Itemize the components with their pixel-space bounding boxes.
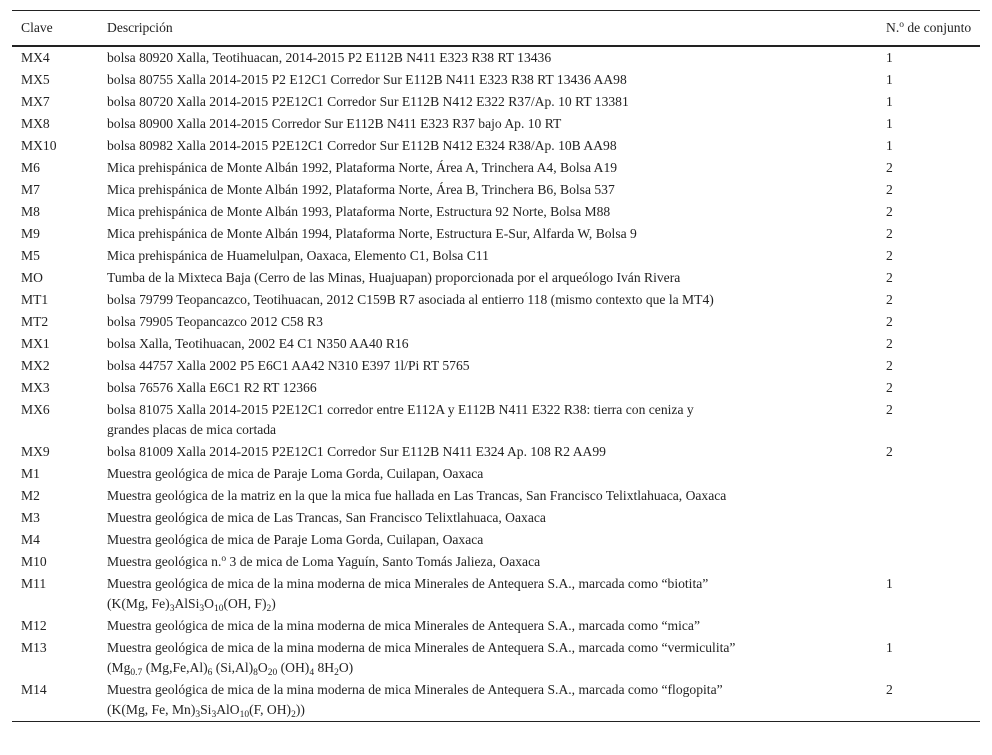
cell-conjunto: 2 [886,314,893,329]
cell-clave: M2 [21,488,40,503]
cell-clave: M13 [21,640,47,655]
header-descripcion: Descripción [107,20,173,35]
formula-subscript: 0.7 [130,668,143,678]
table-row [12,135,980,157]
mica-samples-table [12,10,980,722]
table-row [12,529,980,551]
desc-text: bolsa 80720 Xalla 2014-2015 P2E12C1 Corredor Sur E112B N412 E322 R37/Ap. 10 RT 13381 [107,94,629,109]
formula-text: (K(Mg, Fe) [107,596,170,611]
desc-superscript: o [221,554,227,564]
cell-conjunto [877,529,980,551]
desc-text: bolsa 80920 Xalla, Teotihuacan, 2014-2015 P2 E112B N411 E323 R38 RT 13436 [107,50,552,65]
cell-descripcion [98,441,877,463]
table-row [12,267,980,289]
desc-text: Mica prehispánica de Monte Albán 1992, Plataforma Norte, Área A, Trinchera A4, Bolsa A19 [107,160,618,175]
table-row [12,355,980,377]
formula-text: AlSi [174,596,200,611]
desc-text: Muestra geológica n. [107,554,222,569]
cell-clave: M10 [21,554,47,569]
formula-subscript: 2 [266,604,272,614]
cell-conjunto: 2 [886,336,893,351]
header-conjunto-suffix: de conjunto [903,20,972,35]
formula-subscript: 3 [211,710,217,720]
formula-text: ) [271,596,276,611]
desc-text: bolsa Xalla, Teotihuacan, 2002 E4 C1 N350 AA40 R16 [107,336,409,351]
table-row [12,46,980,69]
table-row [12,573,980,615]
formula-subscript: 3 [195,710,201,720]
cell-clave: M7 [21,182,40,197]
desc-text: bolsa 79799 Teopancazco, Teotihuacan, 2012 C159B R7 asociada al entierro 118 (mismo contexto que la MT4) [107,292,714,307]
desc-text: Muestra geológica de mica de Paraje Loma Gorda, Cuilapan, Oaxaca [107,466,484,481]
cell-clave: MT2 [21,314,49,329]
table-row [12,69,980,91]
cell-conjunto: 2 [886,292,893,307]
table-row [12,201,980,223]
table-row [12,91,980,113]
desc-text: Muestra geológica de mica de Las Trancas, San Francisco Telixtlahuaca, Oaxaca [107,510,546,525]
formula-text: O [257,660,268,675]
table-row [12,179,980,201]
formula-subscript: 8 [253,668,258,678]
chemical-formula [107,660,354,678]
cell-descripcion [98,463,877,485]
desc-text: Muestra geológica de mica de la mina moderna de mica Minerales de Antequera S.A., marcada como “mica” [107,618,700,633]
cell-descripcion [98,289,877,311]
header-conjunto-prefix: N. [886,20,900,35]
table-row [12,333,980,355]
formula-subscript: 4 [309,668,315,678]
formula-text: 8H [314,660,335,675]
cell-conjunto: 2 [886,682,893,697]
cell-conjunto [877,615,980,637]
formula-text: Si [200,702,212,717]
formula-subscript: 3 [199,604,205,614]
desc-text: Mica prehispánica de Monte Albán 1994, Plataforma Norte, Estructura E-Sur, Alfarda W, Bolsa 9 [107,226,637,241]
table-row [12,679,980,722]
cell-clave: M4 [21,532,40,547]
cell-descripcion [98,529,877,551]
cell-clave: MT1 [21,292,49,307]
table-row [12,157,980,179]
formula-text: (F, OH) [249,702,292,717]
desc-text: Mica prehispánica de Monte Albán 1993, Plataforma Norte, Estructura 92 Norte, Bolsa M88 [107,204,611,219]
mica-samples-table-container [12,10,980,722]
formula-text: (OH) [277,660,310,675]
cell-descripcion [98,573,877,615]
desc-text: Tumba de la Mixteca Baja (Cerro de las Minas, Huajuapan) proporcionada por el arqueólogo Iván Rivera [107,270,681,285]
desc-text: Muestra geológica de mica de la mina moderna de mica Minerales de Antequera S.A., marcada como “biotita” [107,576,709,591]
cell-descripcion [98,551,877,573]
formula-text: (Si,Al) [212,660,254,675]
table-row [12,463,980,485]
cell-conjunto: 1 [886,576,893,591]
header-row [12,11,980,47]
table-row [12,507,980,529]
cell-clave: MX1 [21,336,50,351]
cell-conjunto [877,551,980,573]
cell-descripcion [98,637,877,679]
formula-text: (OH, F) [223,596,267,611]
table-row [12,311,980,333]
table-row [12,485,980,507]
cell-conjunto: 1 [886,640,893,655]
cell-clave: M14 [21,682,47,697]
cell-conjunto: 2 [886,444,893,459]
cell-clave: M5 [21,248,40,263]
table-row [12,399,980,441]
cell-descripcion [98,179,877,201]
cell-conjunto: 2 [886,160,893,175]
cell-clave: MX2 [21,358,50,373]
desc-text: bolsa 80755 Xalla 2014-2015 P2 E12C1 Corredor Sur E112B N411 E323 R38 RT 13436 AA98 [107,72,627,87]
formula-text: AlO [216,702,240,717]
cell-conjunto: 2 [886,226,893,241]
cell-clave: MX8 [21,116,50,131]
cell-descripcion [98,377,877,399]
cell-descripcion [98,46,877,69]
table-row [12,637,980,679]
desc-text: Muestra geológica de mica de la mina moderna de mica Minerales de Antequera S.A., marcada como “vermiculita” [107,640,736,655]
desc-text: bolsa 76576 Xalla E6C1 R2 RT 12366 [107,380,317,395]
table-body [12,46,980,722]
cell-clave: M8 [21,204,40,219]
cell-clave: M12 [21,618,47,633]
table-row [12,245,980,267]
table-row [12,377,980,399]
table-header [12,11,980,47]
cell-conjunto: 2 [886,248,893,263]
cell-clave: MX9 [21,444,50,459]
cell-descripcion [98,333,877,355]
table-row [12,551,980,573]
cell-descripcion [98,267,877,289]
cell-descripcion [98,615,877,637]
formula-subscript: 20 [267,668,278,678]
desc-text: Muestra geológica de mica de la mina moderna de mica Minerales de Antequera S.A., marcada como “flogopita” [107,682,723,697]
chemical-formula [107,596,276,614]
cell-descripcion [98,201,877,223]
cell-descripcion [98,245,877,267]
cell-conjunto: 2 [886,402,893,417]
cell-descripcion [98,135,877,157]
cell-conjunto [877,463,980,485]
cell-clave: M11 [21,576,47,591]
cell-descripcion [98,69,877,91]
chemical-formula [107,702,305,720]
cell-descripcion [98,485,877,507]
cell-descripcion [98,507,877,529]
cell-clave: M3 [21,510,40,525]
cell-conjunto: 1 [886,50,893,65]
cell-conjunto [877,485,980,507]
desc-text: Mica prehispánica de Monte Albán 1992, Plataforma Norte, Área B, Trinchera B6, Bolsa 537 [107,182,615,197]
desc-text: 3 de mica de Loma Yaguín, Santo Tomás Jalieza, Oaxaca [226,554,541,569]
formula-subscript: 2 [291,710,296,720]
formula-text: (Mg [107,660,131,675]
cell-descripcion [98,355,877,377]
formula-text: O [204,596,214,611]
cell-descripcion [98,113,877,135]
formula-subscript: 6 [207,668,213,678]
formula-subscript: 2 [334,668,339,678]
desc-text-continued: grandes placas de mica cortada [107,422,277,437]
cell-conjunto: 2 [886,204,893,219]
desc-text: bolsa 79905 Teopancazco 2012 C58 R3 [107,314,323,329]
desc-text: bolsa 44757 Xalla 2002 P5 E6C1 AA42 N310 E397 1l/Pi RT 5765 [107,358,470,373]
table-row [12,113,980,135]
cell-clave: MX5 [21,72,50,87]
cell-conjunto: 1 [886,94,893,109]
cell-descripcion [98,311,877,333]
cell-clave: MX4 [21,50,50,65]
cell-conjunto: 2 [886,182,893,197]
cell-descripcion [98,157,877,179]
desc-text: bolsa 80982 Xalla 2014-2015 P2E12C1 Corredor Sur E112B N412 E324 R38/Ap. 10B AA98 [107,138,617,153]
cell-clave: M9 [21,226,40,241]
cell-conjunto: 2 [886,380,893,395]
formula-text: (Mg,Fe,Al) [142,660,208,675]
desc-text: bolsa 80900 Xalla 2014-2015 Corredor Sur E112B N411 E323 R37 bajo Ap. 10 RT [107,116,562,131]
formula-subscript: 10 [239,710,250,720]
table-row [12,289,980,311]
formula-text: (K(Mg, Fe, Mn) [107,702,196,717]
cell-clave: MX6 [21,402,50,417]
cell-clave: M1 [21,466,40,481]
header-conjunto-sup: o [899,20,904,30]
formula-subscript: 3 [169,604,175,614]
cell-conjunto: 1 [886,138,893,153]
cell-descripcion [98,679,877,722]
cell-clave: MO [21,270,43,285]
cell-descripcion [98,399,877,441]
formula-subscript: 10 [213,604,224,614]
table-row [12,223,980,245]
cell-clave: MX3 [21,380,50,395]
formula-text: )) [295,702,305,717]
desc-text: Muestra geológica de mica de Paraje Loma Gorda, Cuilapan, Oaxaca [107,532,484,547]
cell-conjunto: 2 [886,270,893,285]
cell-descripcion [98,91,877,113]
table-row [12,615,980,637]
table-row [12,441,980,463]
desc-text: Muestra geológica de la matriz en la que la mica fue hallada en Las Trancas, San Francisco Telixtlahuaca, Oaxaca [107,488,727,503]
header-conjunto [877,11,980,47]
cell-clave: M6 [21,160,40,175]
cell-conjunto: 1 [886,116,893,131]
formula-text: O) [338,660,354,675]
cell-conjunto [877,507,980,529]
header-clave: Clave [21,20,53,35]
cell-conjunto: 2 [886,358,893,373]
cell-clave: MX7 [21,94,50,109]
cell-conjunto: 1 [886,72,893,87]
desc-text: Mica prehispánica de Huamelulpan, Oaxaca, Elemento C1, Bolsa C11 [107,248,489,263]
cell-descripcion [98,223,877,245]
desc-text: bolsa 81075 Xalla 2014-2015 P2E12C1 corredor entre E112A y E112B N411 E322 R38: tierra con ceniza y [107,402,694,417]
cell-clave: MX10 [21,138,57,153]
desc-text: bolsa 81009 Xalla 2014-2015 P2E12C1 Corredor Sur E112B N411 E324 Ap. 108 R2 AA99 [107,444,606,459]
